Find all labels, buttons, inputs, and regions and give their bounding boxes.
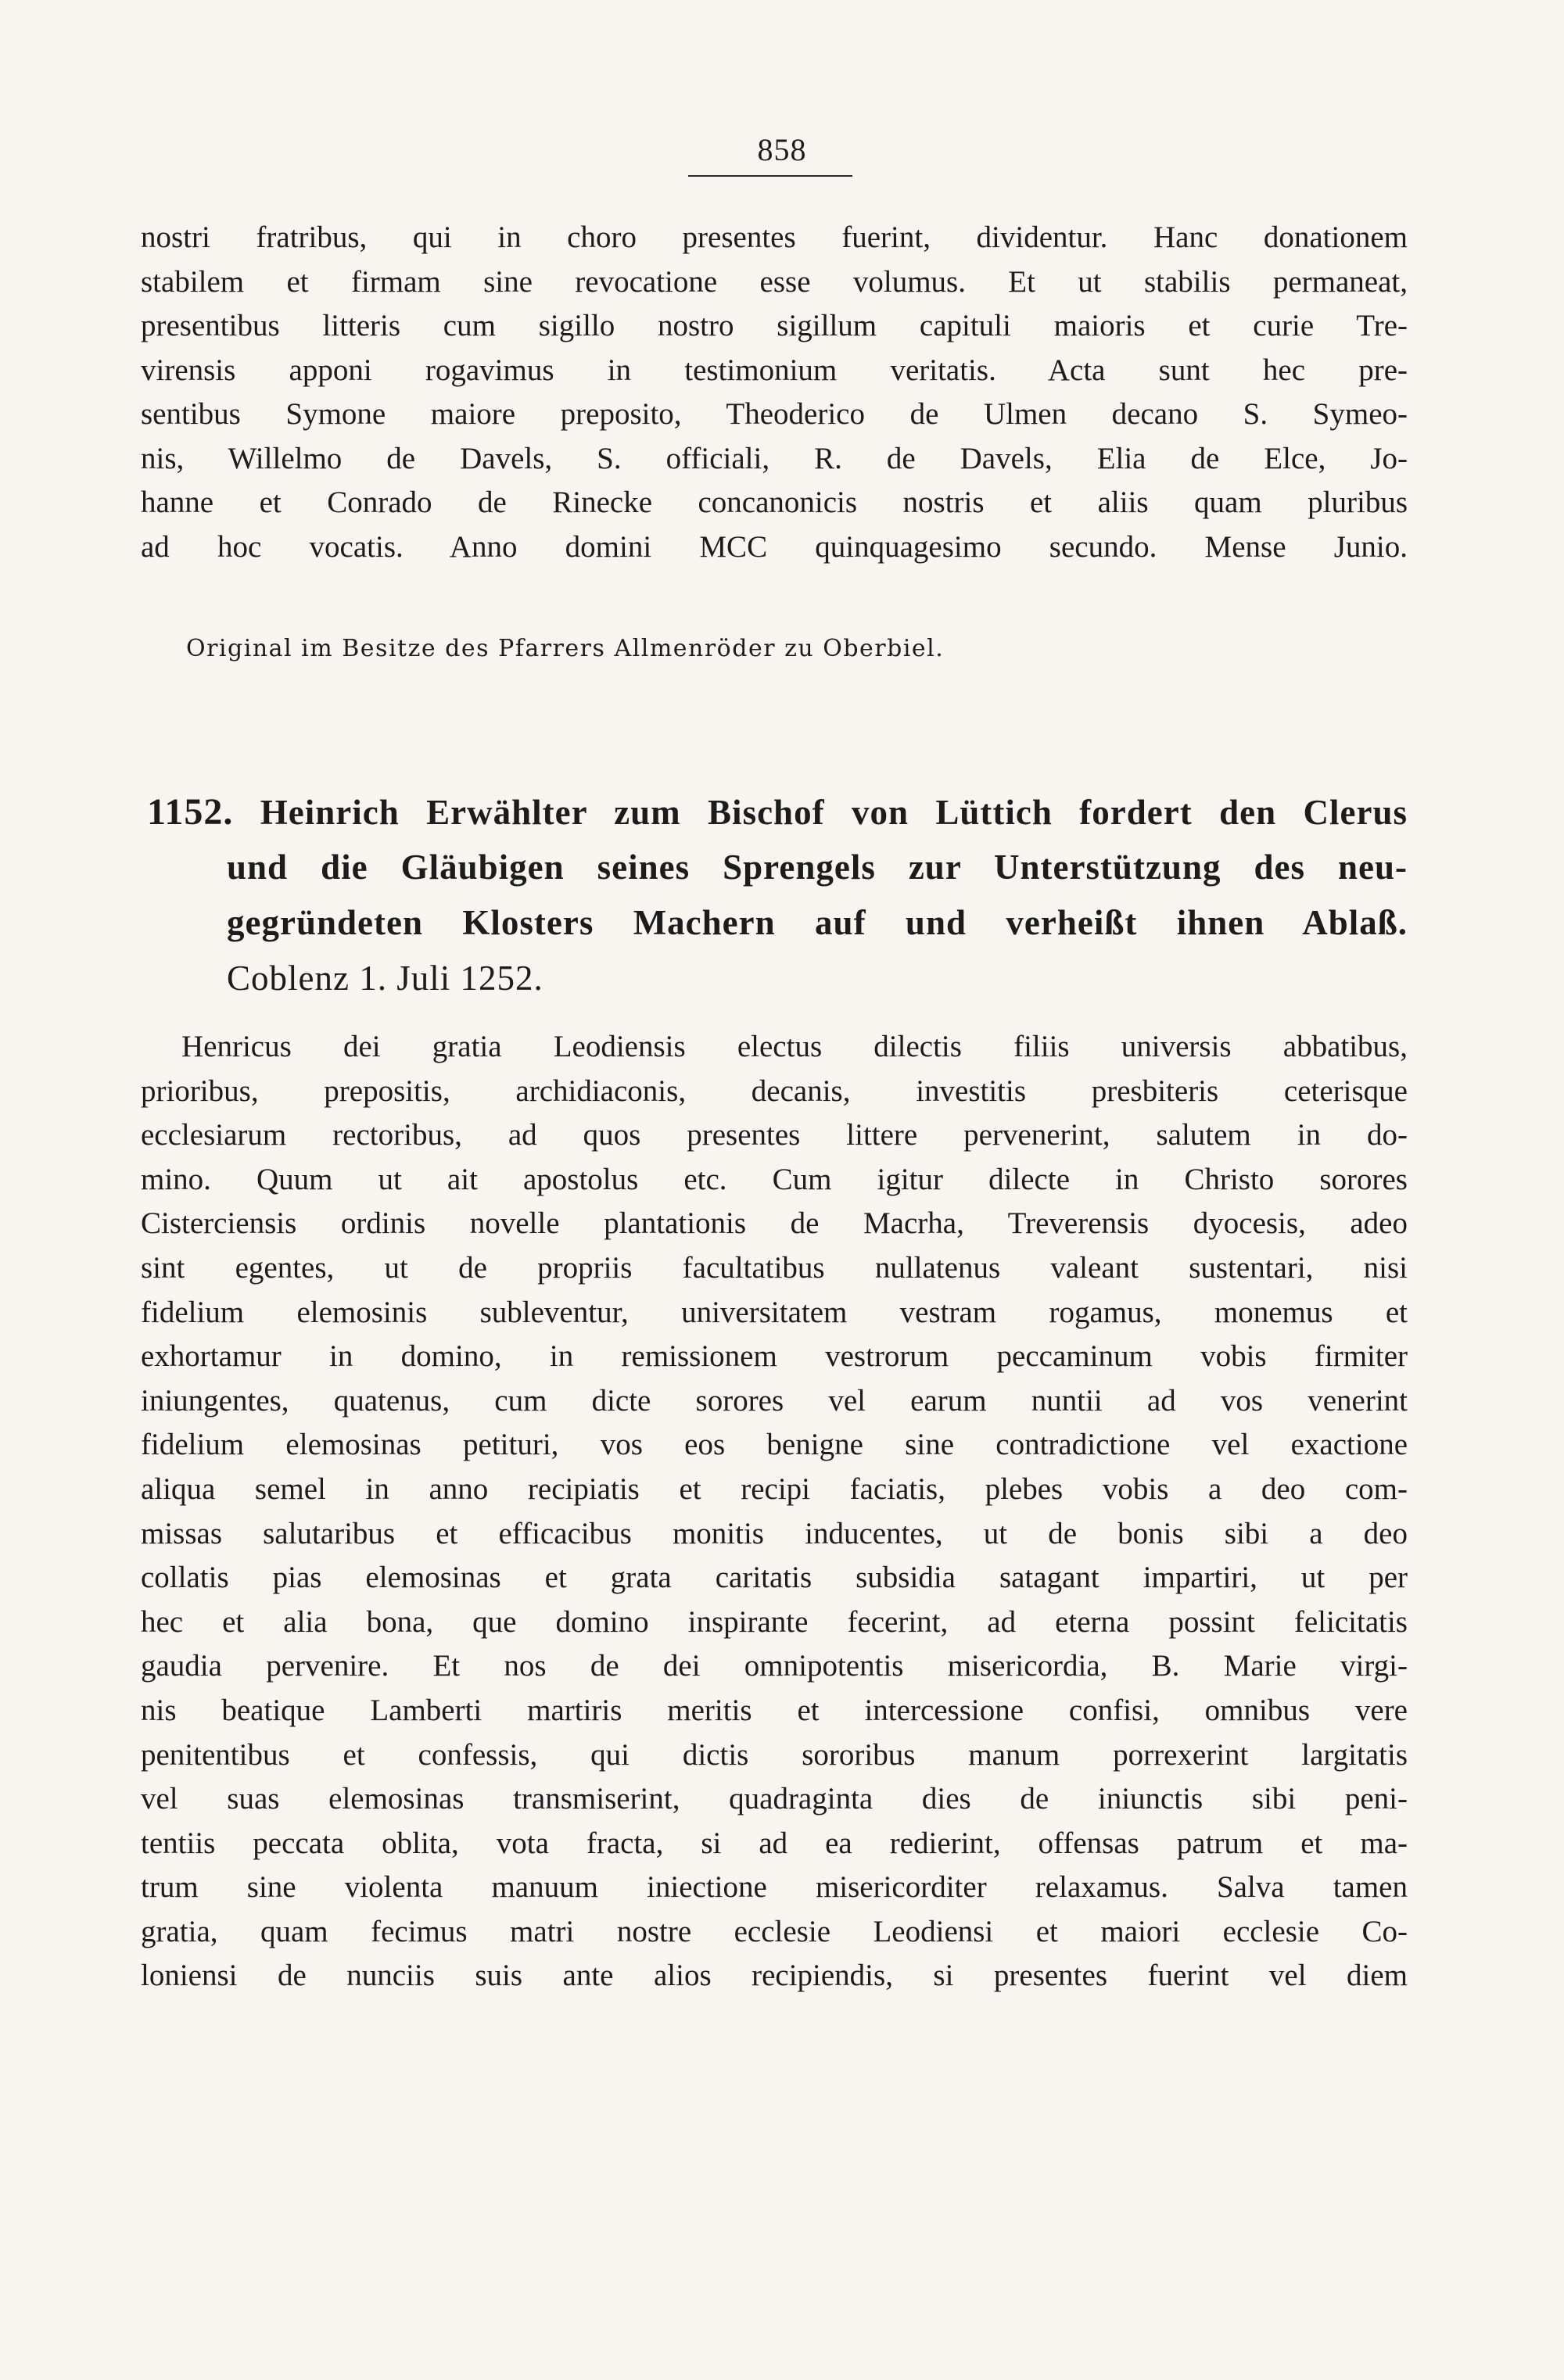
text-line: fidelium elemosinas petituri, vos eos benigne sine contradictione vel exactione <box>141 1428 1408 1462</box>
text-line: ad hoc vocatis. Anno domini MCC quinquagesimo secundo. Mense Junio. <box>141 529 1408 564</box>
text-line: exhortamur in domino, in remissionem vestrorum peccaminum vobis firmiter <box>141 1339 1408 1374</box>
text-line: vel suas elemosinas transmiserint, quadraginta dies de iniunctis sibi peni- <box>141 1782 1408 1816</box>
text-line: aliqua semel in anno recipiatis et recipi faciatis, plebes vobis a deo com- <box>141 1471 1408 1506</box>
charter-heading <box>147 784 1408 1006</box>
header-rule <box>688 175 852 177</box>
text-line: nis beatique Lamberti martiris meritis et intercessione confisi, omnibus vere <box>141 1693 1408 1727</box>
text-line: mino. Quum ut ait apostolus etc. Cum igitur dilecte in Christo sorores <box>141 1162 1408 1196</box>
heading-line-2: und die Gläubigen seines Sprengels zur Unterstützung des neu- <box>227 848 1408 887</box>
text-line: sint egentes, ut de propriis facultatibus nullatenus valeant sustentari, nisi <box>141 1250 1408 1285</box>
text-line: penitentibus et confessis, qui dictis sororibus manum porrexerint largitatis <box>141 1737 1408 1772</box>
text-line: nis, Willelmo de Davels, S. officiali, R. de Davels, Elia de Elce, Jo- <box>141 441 1408 475</box>
text-line: ecclesiarum rectoribus, ad quos presentes littere pervenerint, salutem in do- <box>141 1118 1408 1152</box>
heading-line-1 <box>147 784 1408 840</box>
text-line: collatis pias elemosinas et grata caritatis subsidia satagant impartiri, ut per <box>141 1561 1408 1595</box>
text-line: hec et alia bona, que domino inspirante fecerint, ad eterna possint felicitatis <box>141 1604 1408 1639</box>
previous-charter-ending <box>141 216 1408 569</box>
text-line: Cisterciensis ordinis novelle plantationis de Macrha, Treverensis dyocesis, adeo <box>141 1206 1408 1241</box>
text-line: Henricus dei gratia Leodiensis electus dilectis filiis universis abbatibus, <box>181 1030 1408 1063</box>
heading-line-3: gegründeten Klosters Machern auf und verheißt ihnen Ablaß. <box>227 903 1408 942</box>
text-line: gaudia pervenire. Et nos de dei omnipotentis misericordia, B. Marie virgi- <box>141 1649 1408 1683</box>
provenance-note: Original im Besitze des Pfarrers Allmenröder zu Oberbiel. <box>186 635 945 662</box>
text-line: sentibus Symone maiore preposito, Theoderico de Ulmen decano S. Symeo- <box>141 397 1408 431</box>
text-line: loniensi de nunciis suis ante alios recipiendis, si presentes fuerint vel diem <box>141 1959 1408 1993</box>
text-line: iniungentes, quatenus, cum dicte sorores vel earum nuntii ad vos venerint <box>141 1383 1408 1418</box>
heading-text: Heinrich Erwählter zum Bischof von Lüttich fordert den Clerus <box>260 793 1408 832</box>
text-line: virensis apponi rogavimus in testimonium veritatis. Acta sunt hec pre- <box>141 353 1408 387</box>
text-line: nostri fratribus, qui in choro presentes fuerint, dividentur. Hanc donationem <box>141 220 1408 254</box>
text-line: missas salutaribus et efficacibus monitis inducentes, ut de bonis sibi a deo <box>141 1516 1408 1550</box>
text-line: prioribus, prepositis, archidiaconis, decanis, investitis presbiteris ceterisque <box>141 1074 1408 1108</box>
text-line: stabilem et firmam sine revocatione esse volumus. Et ut stabilis permaneat, <box>141 264 1408 299</box>
text-line: gratia, quam fecimus matri nostre ecclesie Leodiensi et maiori ecclesie Co- <box>141 1914 1408 1948</box>
heading-line-4: Coblenz 1. Juli 1252. <box>227 959 543 998</box>
text-line: presentibus litteris cum sigillo nostro sigillum capituli maioris et curie Tre- <box>141 309 1408 342</box>
charter-body <box>141 1025 1408 1998</box>
text-line: fidelium elemosinis subleventur, universitatem vestram rogamus, monemus et <box>141 1295 1408 1329</box>
text-line: trum sine violenta manuum iniectione misericorditer relaxamus. Salva tamen <box>141 1870 1408 1905</box>
charter-number: 1152. <box>147 791 234 833</box>
page-number: 858 <box>757 132 807 167</box>
text-line: tentiis peccata oblita, vota fracta, si ad ea redierint, offensas patrum et ma- <box>141 1826 1408 1860</box>
text-line: hanne et Conrado de Rinecke concanonicis nostris et aliis quam pluribus <box>141 486 1408 519</box>
